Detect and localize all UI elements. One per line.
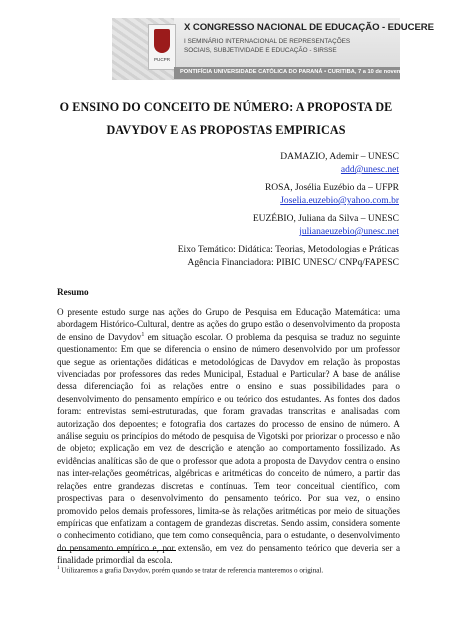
pucpr-logo: [148, 24, 176, 70]
funding-agency: Agência Financiadora: PIBIC UNESC/ CNPq/FAPESC: [187, 258, 399, 268]
author-1-email[interactable]: add@unesc.net: [340, 165, 399, 175]
footnote-marker: 1: [57, 566, 60, 571]
shield-icon: [154, 29, 170, 53]
author-3-name: EUZÉBIO, Juliana da Silva – UNESC: [252, 214, 399, 224]
logo-text: PUCPR: [153, 57, 171, 62]
thematic-axis: Eixo Temático: Didática: Teorias, Metodologias e Práticas: [177, 245, 399, 255]
abstract-text-part-1: O presente estudo surge nas ações do Grupo de Pesquisa em Educação Matemática: uma abordagem Histórico-Cultural, dentre as ações do grupo estão o desenvolvimento da proposta de ensino de Davydov: [57, 307, 400, 342]
abstract-body: [57, 306, 400, 567]
paper-title-line-1: O ENSINO DO CONCEITO DE NÚMERO: A PROPOSTA DE: [59, 100, 393, 114]
author-2-name: ROSA, Josélia Euzébio da – UFPR: [264, 183, 399, 193]
banner-venue: PONTIFÍCIA UNIVERSIDADE CATÓLICA DO PARANÁ • CURITIBA, 7 a 10 de novembro de 2011: [180, 69, 434, 75]
paper-title-line-2: DAVYDOV E AS PROPOSTAS EMPIRICAS: [106, 123, 346, 137]
banner-subtitle-1: I SEMINÁRIO INTERNACIONAL DE REPRESENTAÇÕES: [184, 38, 351, 45]
footnote: [57, 566, 400, 574]
author-3-email[interactable]: julianaeuzebio@unesc.net: [299, 227, 399, 237]
conference-banner: [112, 18, 434, 80]
footnote-divider: [57, 550, 176, 551]
banner-title: X CONGRESSO NACIONAL DE EDUCAÇÃO - EDUCERE: [184, 22, 434, 33]
author-1-name: DAMAZIO, Ademir – UNESC: [280, 152, 399, 162]
footnote-text: Utilizaremos a grafia Davydov, porém quando se tratar de referencia manteremos o original.: [59, 566, 324, 575]
abstract-heading: Resumo: [57, 287, 89, 297]
abstract-text-part-2: em situação escolar. O problema da pesquisa se traduz no seguinte questionamento: Em que se diferencia o ensino de número desenvolvido por um professor que segue as orientações didáticas e metodológicas de Davydov em relação às propostas vivenciadas por professores das redes Municipal, Estadual e Particular? A base de análise dessa diferenciação foi as relações entre o ensino e suas possibilidades para o desenvolvimento do pensamento empírico e ou teórico dos estudantes. As fontes dos dados foram: entrevistas semi-estruturadas, que foram gravadas transcritas e analisadas com autorização dos depoentes; e fotografia dos cartazes do processo de ensino de número. A análise seguiu os princípios do método de pesquisa de Vigotski por priorizar o processo e não de objeto; explicação em vez de descrição e atenção ao comportamento fossilizado. As evidências analíticas são de que o professor que adota a proposta de Davydov centra o ensino nas inter-relações geométricas, algébricas e aritméticas do conceito de número, a partir das relações entre grandezas discretas e contínuas. Tem teor conceitual científico, com prospectivas para o desenvolvimento do pensamento teórico. Por sua vez, o ensino promovido pelos demais professores, limita-se às relações aritméticas por meio de situações empíricas que enfatizam a contagem de grandezas discretas. Sendo assim, considera somente o conhecimento cotidiano, que tem como consequência, para o estudante, o desenvolvimento do pensamento empírico e, por extensão, em vez do pensamento teórico que deveria ser a finalidade primordial da escola.: [57, 331, 400, 566]
author-2-email[interactable]: Joselia.euzebio@yahoo.com.br: [280, 196, 399, 206]
banner-subtitle-2: SOCIAIS, SUBJETIVIDADE E EDUCAÇÃO - SIRSSE: [184, 47, 337, 54]
footnote-reference: 1: [141, 331, 145, 338]
